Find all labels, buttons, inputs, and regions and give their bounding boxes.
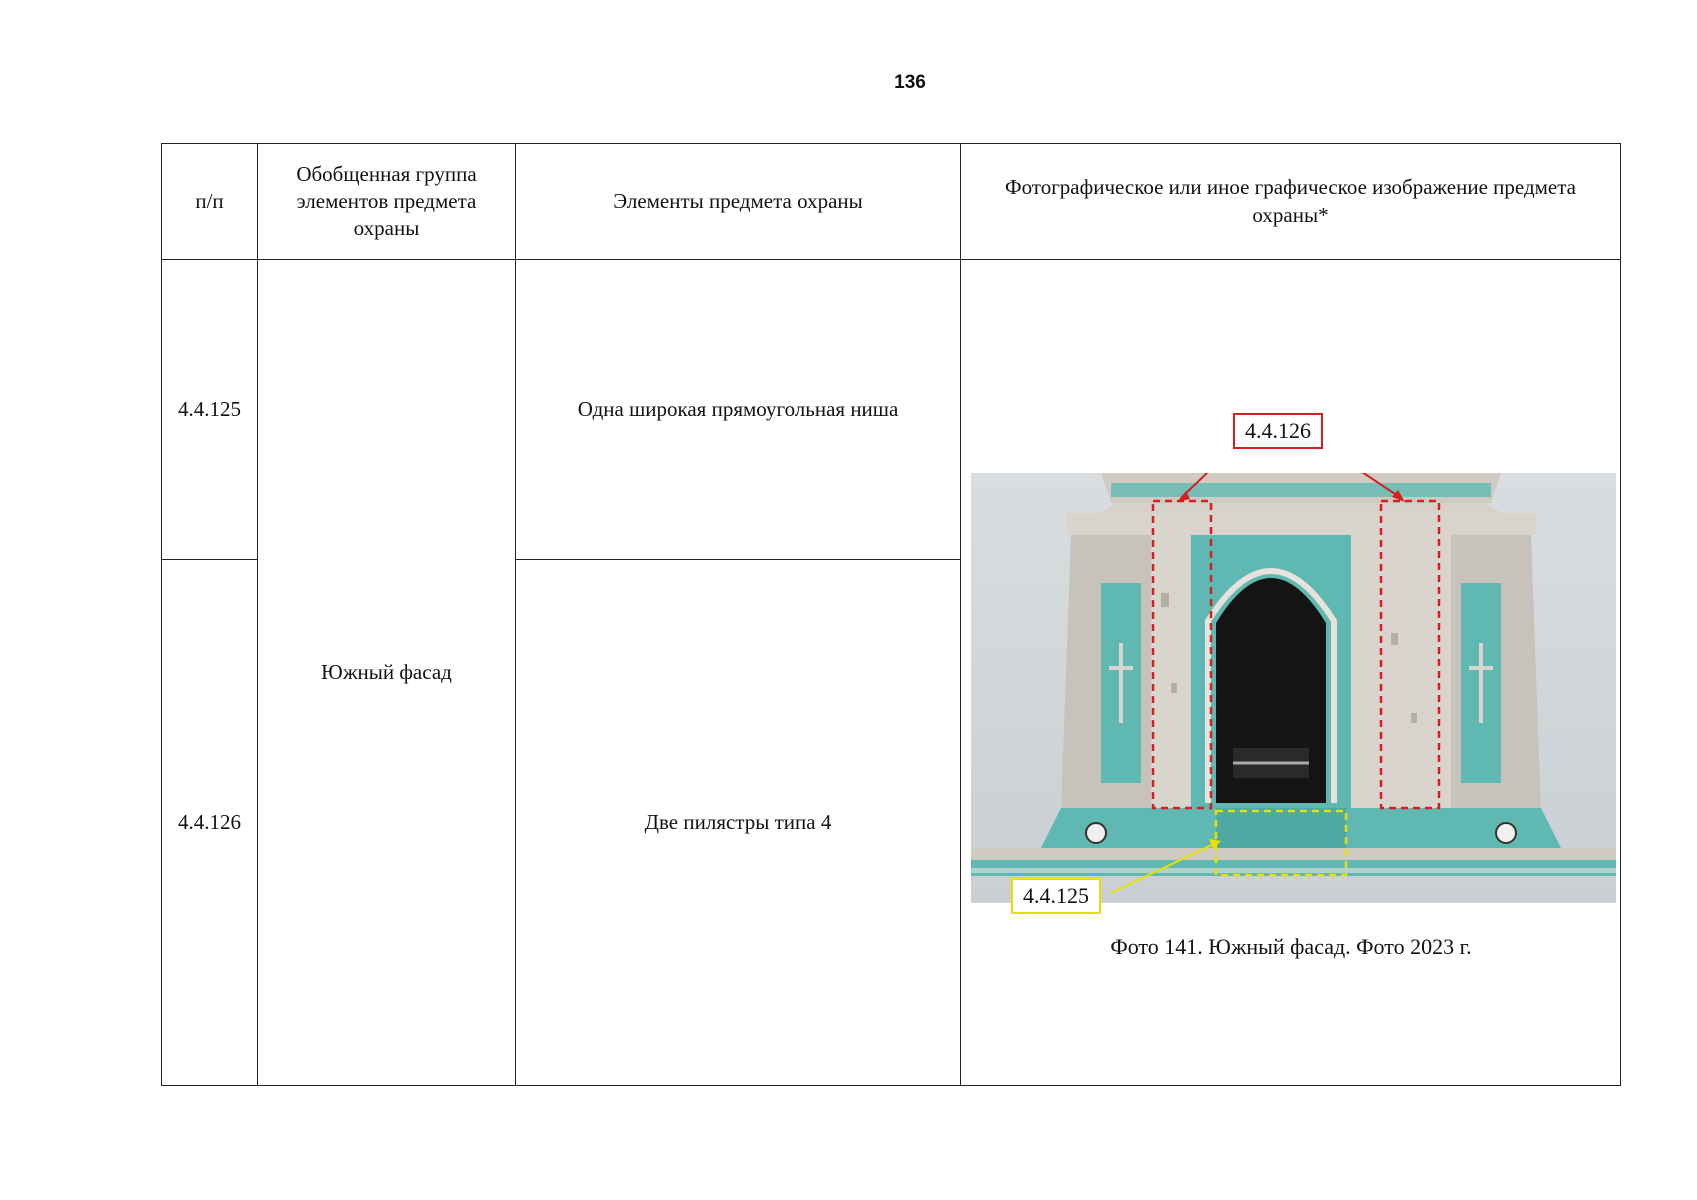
callout-pilasters: 4.4.126 — [1233, 413, 1323, 450]
row-number: 4.4.125 — [162, 260, 258, 560]
header-elements: Элементы предмета охраны — [516, 144, 961, 260]
row-number: 4.4.126 — [162, 560, 258, 1086]
photo-caption: Фото 141. Южный фасад. Фото 2023 г. — [1110, 933, 1472, 959]
header-group: Обобщенная группа элементов предмета охраны — [258, 144, 516, 260]
element-cell: Две пилястры типа 4 — [516, 560, 961, 1086]
protection-table — [161, 143, 1621, 1086]
facade-photo — [971, 473, 1616, 903]
header-photo: Фотографическое или иное графическое изображение предмета охраны* — [961, 144, 1621, 260]
page-number: 136 — [894, 72, 926, 93]
group-cell: Южный фасад — [258, 260, 516, 1086]
callout-niche: 4.4.125 — [1011, 878, 1101, 915]
element-cell: Одна широкая прямоугольная ниша — [516, 260, 961, 560]
table-row — [162, 260, 1621, 560]
table-header-row — [162, 144, 1621, 260]
photo-cell — [961, 260, 1621, 1086]
header-num: п/п — [162, 144, 258, 260]
